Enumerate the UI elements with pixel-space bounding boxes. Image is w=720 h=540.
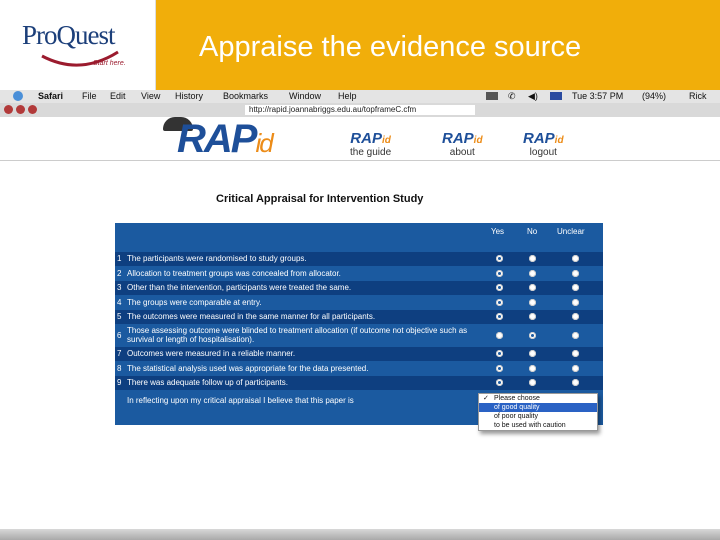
question-number: 7 [117,349,122,358]
proquest-tagline: Start here. [93,60,126,67]
radio-yes[interactable] [496,379,503,386]
battery-status[interactable]: (94%) [642,91,667,101]
question-number: 1 [117,254,122,263]
question-number: 6 [117,331,122,340]
radio-unclear[interactable] [572,332,579,339]
proquest-logo [0,0,156,90]
nav-logo: RAPid [350,130,391,147]
radio-no[interactable] [529,255,536,262]
dropdown-option[interactable] [479,421,597,430]
radio-yes[interactable] [496,350,503,357]
reload-icon[interactable] [28,105,37,114]
menu-view[interactable]: View [141,91,161,101]
radio-yes[interactable] [496,299,503,306]
question-number: 3 [117,283,122,292]
question-number: 2 [117,269,122,278]
form-title: Critical Appraisal for Intervention Study [216,193,424,205]
proquest-logo-word: ProQuest [22,20,115,50]
mac-menubar [0,90,720,104]
question-row [115,362,603,376]
nav-link-logout[interactable] [523,131,564,158]
rapid-banner [0,117,720,161]
question-row [115,347,603,361]
dropdown-option-label: Please choose [494,395,540,402]
radio-yes[interactable] [496,284,503,291]
question-row [115,252,603,266]
question-text: The groups were comparable at entry. [127,298,262,307]
radio-no[interactable] [529,299,536,306]
nav-logo: RAPid [442,130,483,147]
rapid-logo-main: RAP [177,117,256,161]
checkmark-icon: ✓ [483,395,489,402]
question-text: Outcomes were measured in a reliable manner. [127,349,296,358]
question-row [115,296,603,310]
url-field[interactable]: http://rapid.joannabriggs.edu.au/topframeC.cfm [245,105,475,115]
radio-unclear[interactable] [572,299,579,306]
footer-bar [0,529,720,540]
radio-unclear[interactable] [572,365,579,372]
rapid-logo-suffix: id [255,128,272,158]
volume-icon[interactable]: ◀) [528,91,538,101]
radio-no[interactable] [529,332,536,339]
radio-unclear[interactable] [572,255,579,262]
radio-yes[interactable] [496,255,503,262]
question-text: The statistical analysis used was appropriate for the data presented. [127,364,369,373]
nav-logo: RAPid [523,130,564,147]
phone-icon[interactable]: ✆ [508,91,516,101]
menu-clock[interactable]: Tue 3:57 PM [572,91,624,101]
forward-icon[interactable] [16,105,25,114]
nav-link-guide[interactable] [350,131,391,158]
question-number: 9 [117,378,122,387]
radio-no[interactable] [529,313,536,320]
question-text: The outcomes were measured in the same manner for all participants. [127,312,376,321]
radio-yes[interactable] [496,332,503,339]
menu-file[interactable]: File [82,91,97,101]
question-text: Other than the intervention, participants were treated the same. [127,283,352,292]
dropdown-option-label: to be used with caution [494,422,566,429]
radio-unclear[interactable] [572,284,579,291]
browser-toolbar [0,103,720,118]
radio-no[interactable] [529,284,536,291]
menu-help[interactable]: Help [338,91,357,101]
back-icon[interactable] [4,105,13,114]
nav-link-label: the guide [350,147,392,158]
question-row [115,267,603,281]
quality-dropdown[interactable] [478,393,598,431]
question-number: 5 [117,312,122,321]
dropdown-option[interactable] [479,412,597,421]
user-menu[interactable]: Rick [689,91,707,101]
radio-unclear[interactable] [572,313,579,320]
reflect-label: In reflecting upon my critical appraisal I believe that this paper is [127,396,354,405]
menu-bookmarks[interactable]: Bookmarks [223,91,269,101]
question-row [115,281,603,295]
menu-edit[interactable]: Edit [110,91,126,101]
dropdown-option[interactable] [479,394,597,403]
nav-link-label: about [449,147,475,158]
radio-yes[interactable] [496,313,503,320]
question-text: Allocation to treatment groups was concealed from allocator. [127,269,341,278]
radio-unclear[interactable] [572,379,579,386]
menu-window[interactable]: Window [289,91,322,101]
dropdown-option-label: of poor quality [494,413,538,420]
question-row [115,310,603,324]
question-row [115,376,603,390]
radio-yes[interactable] [496,270,503,277]
question-number: 8 [117,364,122,373]
radio-yes[interactable] [496,365,503,372]
question-text: There was adequate follow up of participants. [127,378,288,387]
apple-menu-icon[interactable] [13,91,23,101]
slide-header [0,0,720,90]
nav-link-label: logout [529,147,557,158]
question-row [115,325,603,347]
flag-icon[interactable] [550,92,562,100]
dropdown-option-label: of good quality [494,404,540,411]
radio-unclear[interactable] [572,270,579,277]
radio-no[interactable] [529,379,536,386]
column-unclear: Unclear [557,227,585,236]
radio-no[interactable] [529,365,536,372]
radio-unclear[interactable] [572,350,579,357]
menu-safari[interactable]: Safari [38,91,64,101]
column-yes: Yes [491,227,505,236]
question-number: 4 [117,298,122,307]
display-icon[interactable] [486,92,498,100]
menu-history[interactable]: History [175,91,204,101]
dropdown-option[interactable] [479,403,597,412]
column-no: No [527,227,538,236]
radio-no[interactable] [529,350,536,357]
radio-no[interactable] [529,270,536,277]
question-text: The participants were randomised to study groups. [127,254,307,263]
nav-link-about[interactable] [442,131,483,158]
rapid-logo [177,119,272,163]
question-text: Those assessing outcome were blinded to treatment allocation (if outcome not objective such as survival or length of hospitalisation). [127,326,468,344]
slide-title: Appraise the evidence source [199,31,582,63]
